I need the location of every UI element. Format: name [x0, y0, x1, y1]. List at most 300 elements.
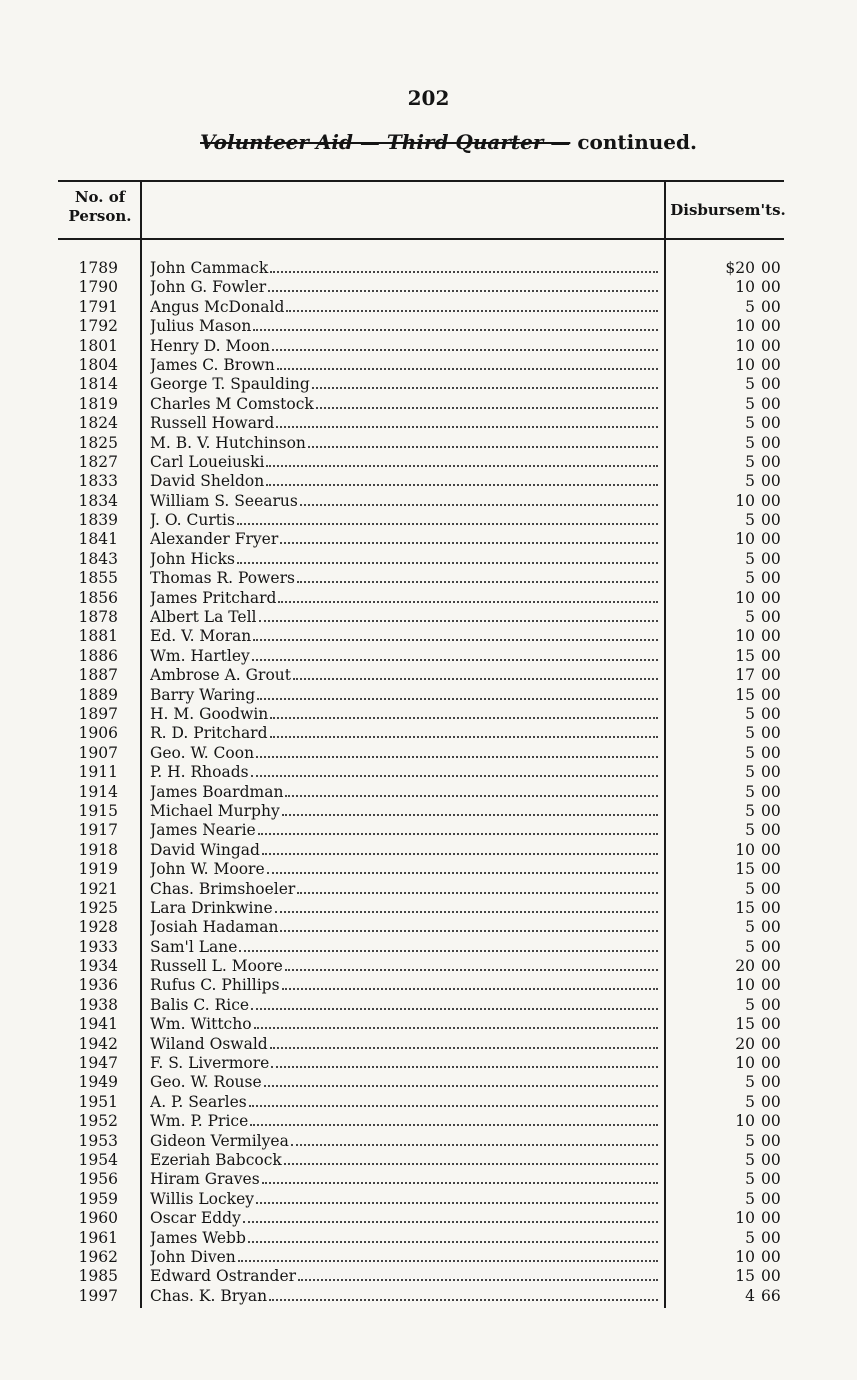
disbursement-amount [700, 1054, 790, 1073]
name-cell [150, 589, 658, 608]
dot-leader [282, 976, 658, 990]
person-number: 1887 [78, 666, 118, 685]
amount-dollars: 17 [735, 666, 755, 685]
dot-leader [243, 1209, 658, 1223]
disbursement-amount [700, 724, 790, 743]
person-name: David Sheldon [150, 472, 265, 491]
amount-dollars: 5 [745, 995, 755, 1014]
table-row [0, 1073, 857, 1092]
amount-cents: 00 [761, 1092, 781, 1111]
person-number: 1825 [78, 433, 118, 452]
disbursement-amount [700, 1209, 790, 1228]
table-row [0, 1267, 857, 1286]
dot-leader [275, 899, 658, 913]
amount-cents: 00 [761, 1189, 781, 1208]
header-disbursements: Disbursem'ts. [670, 201, 786, 219]
disbursement-amount [700, 414, 790, 433]
person-name: John Diven [150, 1247, 236, 1266]
disbursement-amount [700, 918, 790, 937]
amount-dollars: 5 [745, 608, 755, 627]
disbursement-amount [700, 530, 790, 549]
amount-dollars: 5 [745, 763, 755, 782]
table-row [0, 647, 857, 666]
person-name: David Wingad [150, 840, 260, 859]
amount-cents: 00 [761, 801, 781, 820]
dot-leader [284, 1151, 658, 1165]
disbursement-amount [700, 1112, 790, 1131]
page-title-continued: continued. [577, 130, 697, 154]
table-row [0, 569, 857, 588]
name-cell [150, 395, 658, 414]
table-row [0, 744, 857, 763]
person-number: 1962 [78, 1247, 118, 1266]
amount-cents: 00 [761, 840, 781, 859]
dot-leader [254, 1015, 658, 1029]
name-cell [150, 1093, 658, 1112]
amount-dollars: 10 [735, 1209, 755, 1228]
table-row [0, 802, 857, 821]
page-number: 202 [407, 86, 450, 110]
amount-cents: 66 [761, 1286, 781, 1305]
person-name: Wm. P. Price [150, 1112, 249, 1131]
person-name: Michael Murphy [150, 801, 280, 820]
dot-leader [271, 1054, 658, 1068]
person-name: James Nearie [150, 821, 256, 840]
amount-dollars: 20 [735, 957, 755, 976]
person-name: M. B. V. Hutchinson [150, 433, 306, 452]
dot-leader [251, 996, 658, 1010]
name-cell [150, 705, 658, 724]
amount-dollars: 5 [745, 801, 755, 820]
person-number: 1936 [78, 976, 118, 995]
disbursement-amount [700, 375, 790, 394]
amount-dollars: 5 [745, 918, 755, 937]
dot-leader [291, 1132, 658, 1146]
table-row [0, 1132, 857, 1151]
table-row [0, 627, 857, 646]
table-row [0, 783, 857, 802]
disbursement-amount [700, 744, 790, 763]
amount-dollars: 10 [735, 355, 755, 374]
dot-leader [277, 356, 658, 370]
amount-cents: 00 [761, 1247, 781, 1266]
amount-cents: 00 [761, 433, 781, 452]
dot-leader [272, 337, 658, 351]
amount-dollars: 4 [745, 1286, 755, 1305]
amount-cents: 00 [761, 821, 781, 840]
amount-dollars: 10 [735, 1054, 755, 1073]
table-row [0, 356, 857, 375]
disbursement-amount [700, 569, 790, 588]
person-number: 1949 [78, 1073, 118, 1092]
person-number: 1886 [78, 646, 118, 665]
person-name: Rufus C. Phillips [150, 976, 280, 995]
amount-dollars: 20 [735, 1034, 755, 1053]
amount-dollars: 5 [745, 452, 755, 471]
amount-dollars: 15 [735, 1015, 755, 1034]
disbursement-amount [700, 880, 790, 899]
name-cell [150, 899, 658, 918]
person-name: P. H. Rhoads [150, 763, 249, 782]
person-number: 1928 [78, 918, 118, 937]
name-cell [150, 880, 658, 899]
person-number: 1790 [78, 278, 118, 297]
disbursement-amount [700, 259, 790, 278]
disbursement-amount [700, 589, 790, 608]
amount-cents: 00 [761, 1034, 781, 1053]
table-row [0, 996, 857, 1015]
person-number: 1789 [78, 259, 118, 277]
name-cell [150, 1112, 658, 1131]
name-cell [150, 802, 658, 821]
amount-cents: 00 [761, 1150, 781, 1169]
amount-cents: 00 [761, 724, 781, 743]
name-cell [150, 1015, 658, 1034]
amount-cents: 00 [761, 414, 781, 433]
name-cell [150, 337, 658, 356]
disbursement-amount [700, 996, 790, 1015]
dot-leader [293, 666, 658, 680]
table-header-rule [58, 238, 784, 240]
table-row [0, 1151, 857, 1170]
dot-leader [239, 938, 658, 952]
person-name: Balis C. Rice [150, 995, 250, 1014]
table-row [0, 1054, 857, 1073]
name-cell [150, 298, 658, 317]
table-row [0, 414, 857, 433]
dot-leader [268, 278, 658, 292]
person-name: George T. Spaulding [150, 375, 310, 394]
person-number: 1954 [78, 1150, 118, 1169]
dot-leader [298, 1267, 658, 1281]
person-number: 1941 [78, 1015, 118, 1034]
table-row [0, 1248, 857, 1267]
name-cell [150, 1209, 658, 1228]
table-row [0, 375, 857, 394]
disbursement-amount [700, 434, 790, 453]
table-row [0, 1015, 857, 1034]
amount-dollars: 10 [735, 1112, 755, 1131]
disbursement-amount [700, 550, 790, 569]
person-name: James Boardman [150, 782, 284, 801]
disbursement-amount [700, 356, 790, 375]
person-number: 1889 [78, 685, 118, 704]
name-cell [150, 1073, 658, 1092]
amount-cents: 00 [761, 1131, 781, 1150]
amount-dollars: 5 [745, 782, 755, 801]
amount-dollars: 15 [735, 1267, 755, 1286]
disbursement-amount [700, 1035, 790, 1054]
person-number: 1791 [78, 297, 118, 316]
dot-leader [270, 705, 658, 719]
person-name: J. O. Curtis [150, 511, 235, 530]
name-cell [150, 608, 658, 627]
person-number: 1938 [78, 995, 118, 1014]
name-cell [150, 647, 658, 666]
table-row [0, 492, 857, 511]
name-cell [150, 259, 658, 278]
dot-leader [262, 1170, 658, 1184]
person-number: 1952 [78, 1112, 118, 1131]
amount-cents: 00 [761, 995, 781, 1014]
dot-leader [249, 1093, 658, 1107]
person-name: William S. Seearus [150, 491, 298, 510]
table-row [0, 1209, 857, 1228]
table-row [0, 550, 857, 569]
name-cell [150, 1229, 658, 1248]
dot-leader [238, 1248, 658, 1262]
person-number: 1906 [78, 724, 118, 743]
name-cell [150, 627, 658, 646]
person-name: Thomas R. Powers [150, 569, 295, 588]
amount-cents: 00 [761, 530, 781, 549]
amount-dollars: 5 [745, 1170, 755, 1189]
dot-leader [282, 802, 658, 816]
dot-leader [262, 841, 658, 855]
name-cell [150, 821, 658, 840]
name-cell [150, 918, 658, 937]
table-row [0, 724, 857, 743]
person-name: Wm. Wittcho [150, 1015, 252, 1034]
disbursement-amount [700, 1287, 790, 1306]
person-number: 1953 [78, 1131, 118, 1150]
person-number: 1960 [78, 1209, 118, 1228]
disbursement-amount [700, 608, 790, 627]
amount-dollars: 5 [745, 1228, 755, 1247]
person-number: 1897 [78, 704, 118, 723]
name-cell [150, 414, 658, 433]
amount-dollars: 5 [745, 414, 755, 433]
amount-dollars: 5 [745, 433, 755, 452]
person-number: 1956 [78, 1170, 118, 1189]
person-name: Ambrose A. Grout [150, 666, 291, 685]
disbursement-amount [700, 627, 790, 646]
person-name: Wiland Oswald [150, 1034, 268, 1053]
header-person-number [60, 188, 140, 226]
name-cell [150, 511, 658, 530]
disbursement-amount [700, 337, 790, 356]
page-title [200, 130, 700, 154]
amount-cents: 00 [761, 549, 781, 568]
person-name: James C. Brown [150, 355, 275, 374]
amount-cents: 00 [761, 1209, 781, 1228]
amount-cents: 00 [761, 394, 781, 413]
person-number: 1925 [78, 898, 118, 917]
amount-cents: 00 [761, 1228, 781, 1247]
disbursement-amount [700, 686, 790, 705]
name-cell [150, 666, 658, 685]
dot-leader [278, 589, 658, 603]
dot-leader [237, 550, 658, 564]
person-number: 1997 [78, 1286, 118, 1305]
table-row [0, 976, 857, 995]
table-row [0, 1170, 857, 1189]
amount-dollars: 5 [745, 879, 755, 898]
amount-cents: 00 [761, 879, 781, 898]
name-cell [150, 724, 658, 743]
table-row [0, 686, 857, 705]
person-number: 1942 [78, 1034, 118, 1053]
name-cell [150, 375, 658, 394]
amount-dollars: 15 [735, 646, 755, 665]
person-number: 1934 [78, 957, 118, 976]
name-cell [150, 1132, 658, 1151]
dot-leader [280, 530, 658, 544]
person-name: H. M. Goodwin [150, 704, 269, 723]
amount-dollars: 10 [735, 627, 755, 646]
amount-dollars: 5 [745, 375, 755, 394]
disbursement-amount [700, 957, 790, 976]
disbursement-amount [700, 492, 790, 511]
disbursement-amount [700, 976, 790, 995]
amount-dollars: 10 [735, 491, 755, 510]
amount-dollars: 5 [745, 549, 755, 568]
person-name: Angus McDonald [150, 297, 285, 316]
name-cell [150, 1248, 658, 1267]
table-row [0, 530, 857, 549]
amount-cents: 00 [761, 472, 781, 491]
amount-dollars: $20 [725, 259, 755, 277]
amount-dollars: 5 [745, 511, 755, 530]
dot-leader [285, 957, 658, 971]
table-row [0, 472, 857, 491]
dot-leader [251, 763, 658, 777]
table-row [0, 957, 857, 976]
disbursement-amount [700, 860, 790, 879]
name-cell [150, 957, 658, 976]
amount-dollars: 5 [745, 743, 755, 762]
table-row [0, 1229, 857, 1248]
amount-cents: 00 [761, 666, 781, 685]
person-name: Charles M Comstock [150, 394, 314, 413]
header-person-number-line1: No. of [74, 188, 126, 206]
table-row [0, 938, 857, 957]
person-number: 1856 [78, 588, 118, 607]
amount-cents: 00 [761, 278, 781, 297]
name-cell [150, 317, 658, 336]
dot-leader [266, 472, 658, 486]
table-row [0, 511, 857, 530]
dot-leader [308, 434, 658, 448]
dot-leader [297, 569, 658, 583]
person-name: Lara Drinkwine [150, 898, 273, 917]
table-row [0, 880, 857, 899]
amount-cents: 00 [761, 743, 781, 762]
person-number: 1985 [78, 1267, 118, 1286]
name-cell [150, 938, 658, 957]
table-row [0, 860, 857, 879]
name-cell [150, 356, 658, 375]
disbursement-amount [700, 317, 790, 336]
dot-leader [270, 259, 658, 273]
person-number: 1843 [78, 549, 118, 568]
amount-cents: 00 [761, 297, 781, 316]
person-number: 1951 [78, 1092, 118, 1111]
dot-leader [264, 1073, 658, 1087]
table-row [0, 841, 857, 860]
name-cell [150, 1267, 658, 1286]
table-row [0, 1287, 857, 1306]
amount-dollars: 10 [735, 588, 755, 607]
dot-leader [252, 647, 658, 661]
person-name: Hiram Graves [150, 1170, 260, 1189]
disbursement-amount [700, 298, 790, 317]
amount-cents: 00 [761, 259, 781, 277]
table-row [0, 666, 857, 685]
person-name: Josiah Hadaman [150, 918, 279, 937]
disbursement-amount [700, 1015, 790, 1034]
table-row [0, 453, 857, 472]
name-cell [150, 996, 658, 1015]
person-name: Ezeriah Babcock [150, 1150, 282, 1169]
name-cell [150, 783, 658, 802]
disbursement-amount [700, 802, 790, 821]
person-number: 1814 [78, 375, 118, 394]
name-cell [150, 1054, 658, 1073]
amount-dollars: 5 [745, 1073, 755, 1092]
person-number: 1792 [78, 317, 118, 336]
name-cell [150, 550, 658, 569]
amount-cents: 00 [761, 375, 781, 394]
disbursement-amount [700, 1190, 790, 1209]
header-person-number-line2: Person. [68, 207, 132, 225]
name-cell [150, 686, 658, 705]
amount-cents: 00 [761, 685, 781, 704]
dot-leader [270, 724, 658, 738]
amount-dollars: 5 [745, 394, 755, 413]
person-name: John G. Fowler [150, 278, 267, 297]
amount-cents: 00 [761, 1112, 781, 1131]
person-name: Henry D. Moon [150, 336, 271, 355]
person-name: Russell Howard [150, 414, 275, 433]
person-name: Julius Mason [150, 317, 252, 336]
name-cell [150, 860, 658, 879]
person-name: Albert La Tell [150, 608, 257, 627]
dot-leader [300, 492, 658, 506]
disbursement-amount [700, 899, 790, 918]
person-number: 1917 [78, 821, 118, 840]
name-cell [150, 841, 658, 860]
amount-cents: 00 [761, 646, 781, 665]
disbursement-amount [700, 1229, 790, 1248]
amount-cents: 00 [761, 627, 781, 646]
dot-leader [253, 627, 658, 641]
table-row [0, 337, 857, 356]
dot-leader [253, 317, 658, 331]
person-name: Sam'l Lane [150, 937, 238, 956]
table-row [0, 589, 857, 608]
person-name: John Cammack [150, 259, 269, 277]
disbursement-amount [700, 763, 790, 782]
person-name: Chas. Brimshoeler [150, 879, 296, 898]
person-name: Ed. V. Moran [150, 627, 252, 646]
amount-dollars: 10 [735, 317, 755, 336]
dot-leader [267, 860, 658, 874]
amount-dollars: 10 [735, 530, 755, 549]
person-name: Geo. W. Coon [150, 743, 255, 762]
disbursement-amount [700, 938, 790, 957]
person-name: Barry Waring [150, 685, 256, 704]
name-cell [150, 1151, 658, 1170]
dot-leader [257, 686, 658, 700]
dot-leader [285, 783, 658, 797]
dot-leader [297, 880, 658, 894]
table-row [0, 1035, 857, 1054]
page-title-struck: Volunteer Aid — Third Quarter — [200, 130, 571, 154]
table-row [0, 298, 857, 317]
person-name: Alexander Fryer [150, 530, 279, 549]
dot-leader [312, 375, 658, 389]
